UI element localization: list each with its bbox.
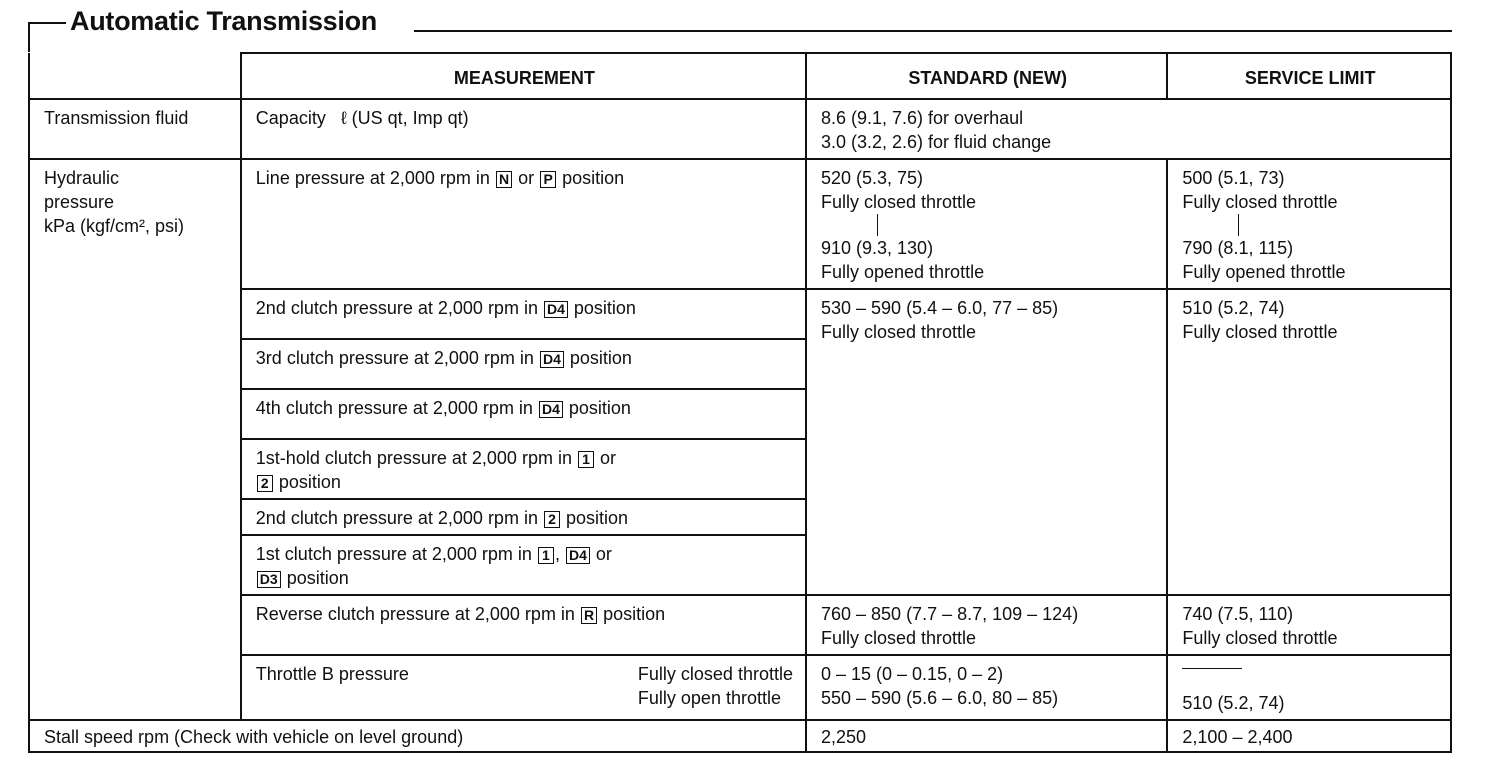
text: ,: [554, 544, 560, 564]
third-clutch-measurement: [241, 339, 806, 389]
stall-speed-limit: 2,100 – 2,400: [1167, 720, 1451, 752]
text: position: [278, 472, 341, 492]
note: Fully closed throttle: [1182, 322, 1338, 342]
text: 4th clutch pressure at 2,000 rpm in: [255, 398, 533, 418]
text: 1st clutch pressure at 2,000 rpm in: [255, 544, 532, 564]
text: Reverse clutch pressure at 2,000 rpm in: [255, 604, 575, 624]
stall-speed-label: Stall speed rpm (Check with vehicle on level ground): [29, 720, 806, 752]
hydraulic-group-label: [29, 159, 241, 720]
frame-left-tick: [28, 22, 30, 52]
text: 3rd clutch pressure at 2,000 rpm in: [255, 348, 534, 368]
reverse-clutch-standard: [806, 595, 1167, 655]
position-2-icon: 2: [544, 511, 560, 528]
throttle-b-standard: [806, 655, 1167, 720]
fluid-standard-overhaul: 8.6 (9.1, 7.6) for overhaul: [820, 108, 1024, 128]
text: Fully open throttle: [637, 688, 781, 708]
value: 910 (9.3, 130): [820, 238, 934, 258]
header-blank: [29, 53, 241, 99]
spec-table: [28, 52, 1452, 753]
first-clutch-measurement: [241, 535, 806, 595]
line-pressure-row: [29, 159, 1451, 289]
note: Fully closed throttle: [820, 192, 977, 212]
text: Fully closed throttle: [637, 664, 793, 684]
value: 760 – 850 (7.7 – 8.7, 109 – 124): [820, 604, 1079, 624]
value: 510 (5.2, 74): [1182, 693, 1285, 713]
reverse-clutch-limit: [1167, 595, 1451, 655]
section-title: Automatic Transmission: [70, 6, 383, 37]
reverse-clutch-row: [29, 595, 1451, 655]
position-d4-icon: D4: [540, 351, 564, 368]
second-clutch-row: [29, 289, 1451, 339]
text: Line pressure at 2,000 rpm in: [255, 168, 490, 188]
range-bar: [877, 214, 879, 236]
throttle-b-measurement: [241, 655, 806, 720]
value: 500 (5.1, 73): [1182, 168, 1285, 188]
value: 550 – 590 (5.6 – 6.0, 80 – 85): [820, 688, 1059, 708]
text: Throttle B pressure: [255, 664, 409, 684]
note: Fully closed throttle: [1182, 192, 1338, 212]
clutch-group-standard: [806, 289, 1167, 595]
text: 2nd clutch pressure at 2,000 rpm in: [255, 298, 538, 318]
first-hold-clutch-measurement: [241, 439, 806, 499]
text: 1st-hold clutch pressure at 2,000 rpm in: [255, 448, 572, 468]
header-row: [29, 53, 1451, 99]
value: 790 (8.1, 115): [1182, 238, 1294, 258]
clutch-group-limit: [1167, 289, 1451, 595]
reverse-clutch-measurement: [241, 595, 806, 655]
line-pressure-measurement: [241, 159, 806, 289]
throttle-b-limit: [1167, 655, 1451, 720]
text: position: [573, 298, 636, 318]
position-d4-icon: D4: [539, 401, 563, 418]
position-1-icon: 1: [578, 451, 594, 468]
value: 530 – 590 (5.4 – 6.0, 77 – 85): [820, 298, 1059, 318]
position-1-icon: 1: [538, 547, 554, 564]
frame-top-right-line: [414, 30, 1452, 32]
hydraulic-label-2: pressure: [44, 192, 115, 212]
position-2-icon: 2: [257, 475, 273, 492]
position-d3-icon: D3: [257, 571, 281, 588]
position-r-icon: R: [581, 607, 597, 624]
line-pressure-standard: [806, 159, 1167, 289]
position-n-icon: N: [496, 171, 512, 188]
note: Fully closed throttle: [820, 322, 977, 342]
fluid-standard: [806, 99, 1451, 159]
fluid-row: [29, 99, 1451, 159]
text: position: [603, 604, 666, 624]
hydraulic-label-3: kPa (kgf/cm², psi): [44, 216, 185, 236]
text: or: [595, 544, 612, 564]
text: position: [568, 398, 631, 418]
throttle-b-row: [29, 655, 1451, 720]
fluid-standard-change: 3.0 (3.2, 2.6) for fluid change: [820, 132, 1052, 152]
second-clutch-measurement: [241, 289, 806, 339]
note: Fully closed throttle: [820, 628, 977, 648]
header-standard: STANDARD (NEW): [806, 53, 1167, 99]
hydraulic-label-1: Hydraulic: [44, 168, 120, 188]
note: Fully opened throttle: [820, 262, 985, 282]
position-d4-icon: D4: [566, 547, 590, 564]
value: 520 (5.3, 75): [820, 168, 924, 188]
text: position: [562, 168, 625, 188]
not-applicable-dash: [1182, 668, 1242, 685]
stall-speed-standard: 2,250: [806, 720, 1167, 752]
value: 0 – 15 (0 – 0.15, 0 – 2): [820, 664, 1004, 684]
note: Fully opened throttle: [1182, 262, 1346, 282]
text: position: [569, 348, 632, 368]
fluid-group-label: Transmission fluid: [29, 99, 241, 159]
position-d4-icon: D4: [544, 301, 568, 318]
note: Fully closed throttle: [1182, 628, 1338, 648]
fluid-measurement: Capacity ℓ (US qt, Imp qt): [241, 99, 806, 159]
text: position: [286, 568, 349, 588]
position-p-icon: P: [540, 171, 556, 188]
second-clutch-in-2-measurement: [241, 499, 806, 535]
value: 510 (5.2, 74): [1182, 298, 1285, 318]
header-service-limit: SERVICE LIMIT: [1167, 53, 1451, 99]
value: 740 (7.5, 110): [1182, 604, 1294, 624]
text: 2nd clutch pressure at 2,000 rpm in: [255, 508, 538, 528]
throttle-b-conditions: [638, 662, 793, 710]
stall-speed-row: [29, 720, 1451, 752]
frame-top-left-line: [28, 22, 66, 24]
fourth-clutch-measurement: [241, 389, 806, 439]
text: or: [600, 448, 617, 468]
text: position: [565, 508, 629, 528]
text: or: [518, 168, 535, 188]
header-measurement: MEASUREMENT: [241, 53, 806, 99]
range-bar: [1238, 214, 1240, 236]
line-pressure-limit: [1167, 159, 1451, 289]
